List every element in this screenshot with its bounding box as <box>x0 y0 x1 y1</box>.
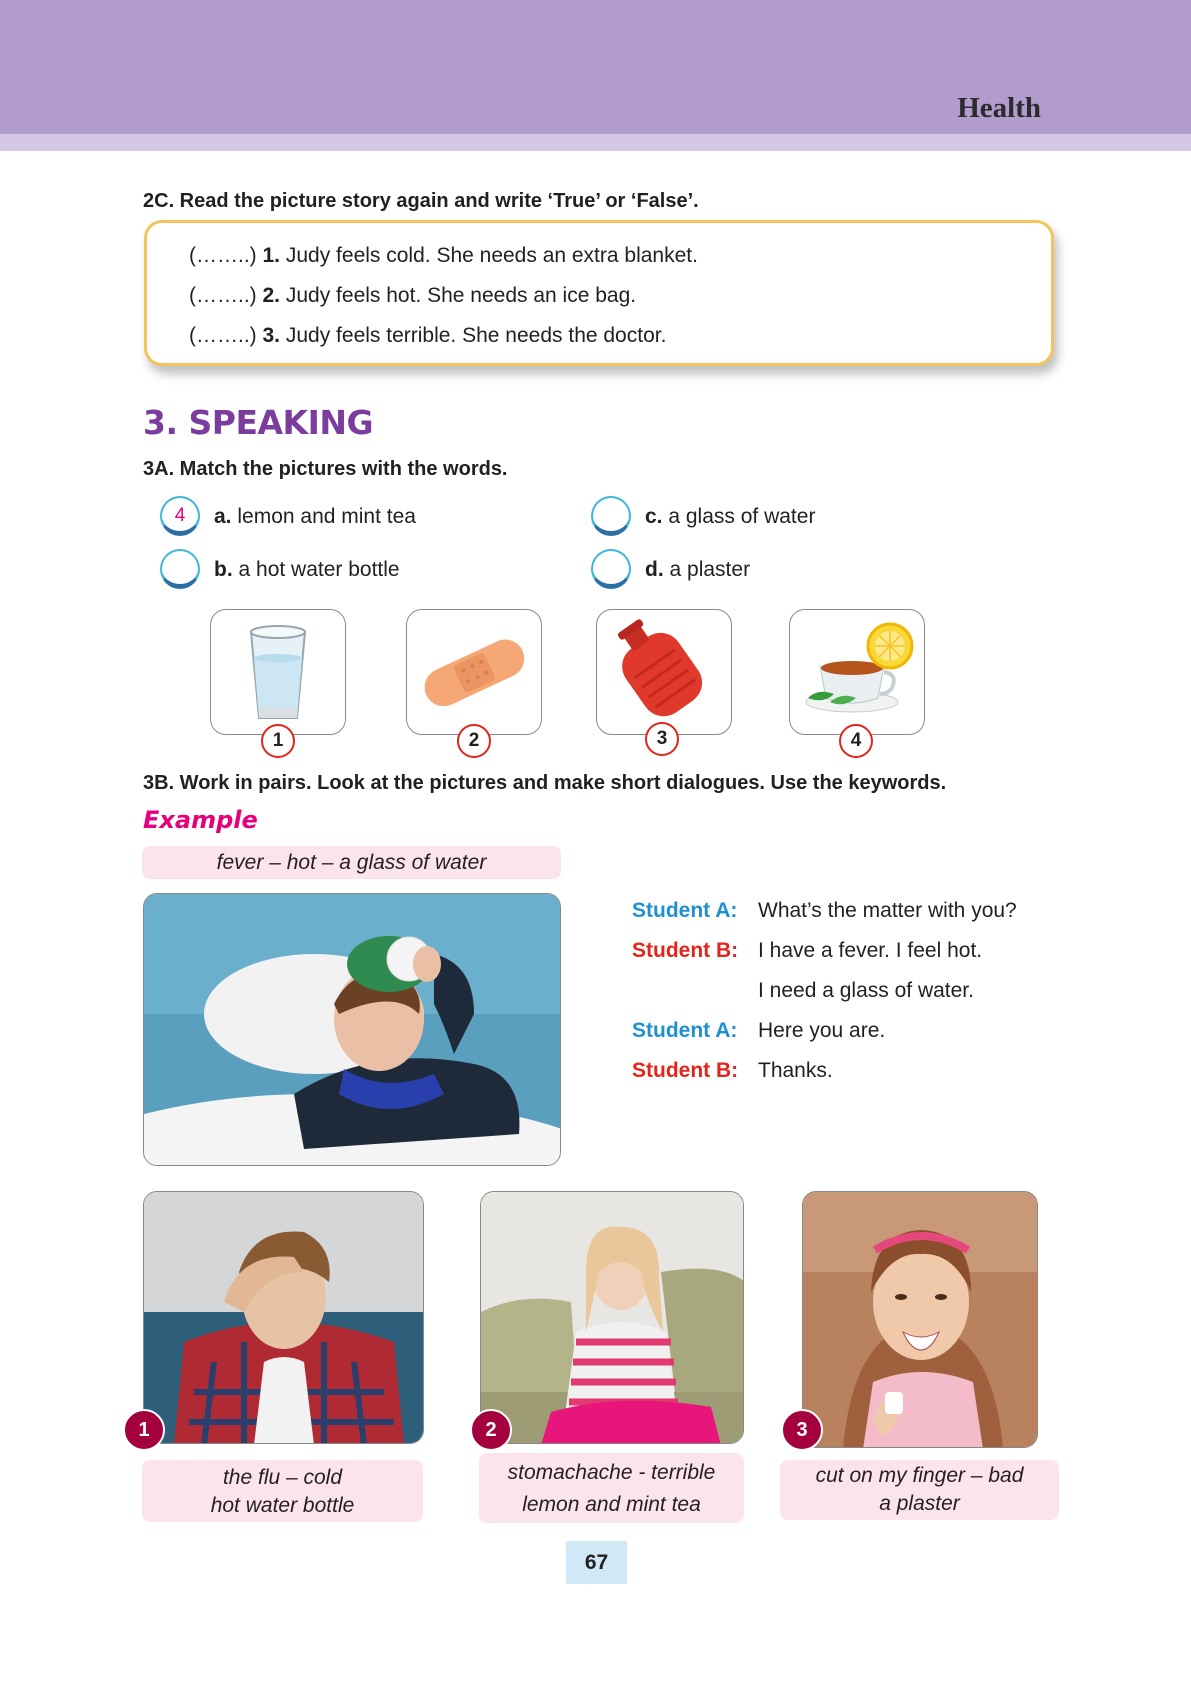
picture-number-3: 3 <box>645 722 679 756</box>
picture-number-1: 1 <box>261 724 295 758</box>
word-letter: b. <box>214 558 233 581</box>
word-a <box>214 505 416 529</box>
tf-number: 3. <box>262 324 281 347</box>
picture-1 <box>210 609 346 735</box>
example-keywords: fever – hot – a glass of water <box>142 846 561 879</box>
picture-3 <box>596 609 732 735</box>
glass-of-water-icon <box>211 610 345 734</box>
sick-teen-image <box>144 1192 424 1444</box>
tf-item-2 <box>189 284 636 308</box>
tf-text: Judy feels terrible. She needs the doctor. <box>285 324 667 347</box>
answer-circle-a[interactable]: 4 <box>160 496 200 536</box>
tf-number: 2. <box>262 284 281 307</box>
word-text: a hot water bottle <box>238 558 400 581</box>
section-title: 3. SPEAKING <box>143 403 374 442</box>
tf-item-3 <box>189 324 666 348</box>
card-photo-1 <box>143 1191 424 1444</box>
tf-number: 1. <box>262 244 281 267</box>
card-keyword-line: the flu – cold <box>222 1466 343 1489</box>
word-text: a glass of water <box>668 505 816 528</box>
speaker-label: Student A: <box>632 1019 738 1042</box>
speaker-label: Student A: <box>632 899 738 922</box>
dialogue-line: I have a fever. I feel hot. <box>758 939 983 962</box>
sick-boy-image <box>144 894 561 1166</box>
picture-4 <box>789 609 925 735</box>
speaker-label: Student B: <box>632 939 739 962</box>
card-number-3: 3 <box>781 1409 823 1451</box>
answer-circle-b[interactable] <box>160 549 200 589</box>
sick-girl-sofa-image <box>481 1192 744 1444</box>
word-text: a plaster <box>669 558 751 581</box>
card-keyword-line: lemon and mint tea <box>522 1493 701 1516</box>
tf-blank[interactable]: (……..) <box>189 284 257 307</box>
exercise-3a-instruction: 3A. Match the pictures with the words. <box>143 458 508 480</box>
word-letter: d. <box>645 558 664 581</box>
unit-title: Health <box>957 92 1041 124</box>
dialogue-line: Thanks. <box>758 1059 833 1082</box>
lemon-tea-icon <box>790 610 924 734</box>
dialogue-line: I need a glass of water. <box>758 979 974 1002</box>
true-false-box <box>144 220 1054 366</box>
crying-girl-image <box>803 1192 1038 1448</box>
tf-text: Judy feels cold. She needs an extra blanket. <box>285 244 698 267</box>
example-photo <box>143 893 561 1166</box>
hot-water-bottle-icon <box>597 610 731 734</box>
word-text: lemon and mint tea <box>237 505 416 528</box>
card-photo-2 <box>480 1191 744 1444</box>
dialogue-line: Here you are. <box>758 1019 886 1042</box>
tf-item-1 <box>189 244 698 268</box>
card-number-2: 2 <box>470 1409 512 1451</box>
card-keyword-line: hot water bottle <box>210 1494 355 1517</box>
header-strip <box>0 134 1191 151</box>
card-keyword-line: stomachache - terrible <box>507 1461 716 1484</box>
example-label: Example <box>143 806 258 834</box>
word-c <box>645 505 815 529</box>
card-photo-3 <box>802 1191 1038 1448</box>
picture-number-4: 4 <box>839 724 873 758</box>
picture-2 <box>406 609 542 735</box>
card-number-1: 1 <box>123 1409 165 1451</box>
tf-text: Judy feels hot. She needs an ice bag. <box>285 284 637 307</box>
plaster-icon <box>407 610 541 734</box>
card-keywords-1 <box>142 1460 423 1522</box>
card-keywords-3 <box>780 1460 1059 1520</box>
card-keyword-line: cut on my finger – bad <box>815 1464 1024 1487</box>
exercise-3b-instruction: 3B. Work in pairs. Look at the pictures and make short dialogues. Use the keywords. <box>143 772 947 794</box>
word-b <box>214 558 400 582</box>
answer-circle-c[interactable] <box>591 496 631 536</box>
dialogue-line: What’s the matter with you? <box>758 899 1017 922</box>
exercise-2c-instruction: 2C. Read the picture story again and write ‘True’ or ‘False’. <box>143 190 699 212</box>
card-keyword-line: a plaster <box>879 1492 960 1515</box>
tf-blank[interactable]: (……..) <box>189 244 257 267</box>
word-letter: a. <box>214 505 232 528</box>
tf-blank[interactable]: (……..) <box>189 324 257 347</box>
page-number: 67 <box>566 1541 627 1584</box>
speaker-label: Student B: <box>632 1059 739 1082</box>
answer-circle-d[interactable] <box>591 549 631 589</box>
picture-number-2: 2 <box>457 724 491 758</box>
card-keywords-2 <box>479 1453 744 1523</box>
word-d <box>645 558 750 582</box>
word-letter: c. <box>645 505 663 528</box>
